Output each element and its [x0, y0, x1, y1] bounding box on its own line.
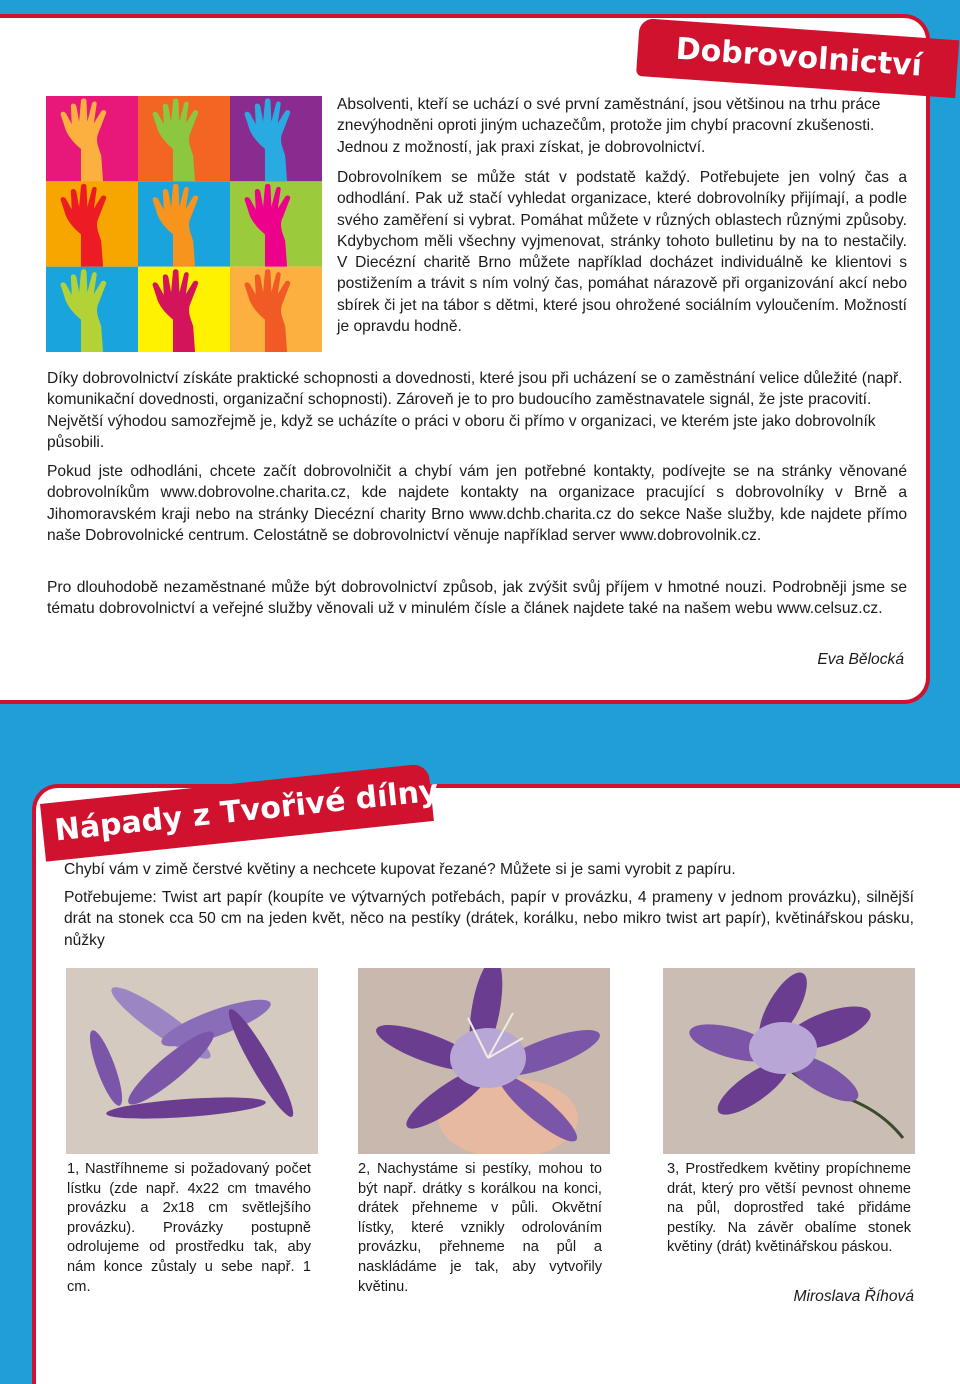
- section-banner-volunteering: Dobrovolnictví: [636, 18, 959, 98]
- photo-step-2-flower-in-hand: [358, 968, 610, 1154]
- section-banner-workshop: Nápady z Tvořivé dílny: [40, 763, 434, 861]
- step-1-caption: 1, Nastříhneme si požadovaný počet lístku (zde např. 4x22 cm tmavého provázku a 2x18 cm světlejšího provázku). Provázky postupně odrolujeme od prostředku tak, aby nám konce zůstaly u sebe např. 1 cm.: [67, 1161, 311, 1295]
- author-signature-workshop: Miroslava Říhová: [793, 1288, 914, 1305]
- photo-step-1-petals: [66, 968, 318, 1154]
- step-2-caption: 2, Nachystáme si pestíky, mohou to být např. drátky s korálkou na konci, drátek přehneme v půli. Okvětní lístky, které vznikly odrolováním provázku, přehneme na půl a naskládáme je tak, aby vytvořily květinu.: [358, 1161, 602, 1295]
- photo-step-3-finished-flower: [663, 968, 915, 1154]
- workshop-intro: Chybí vám v zimě čerstvé květiny a nechcete kupovat řezané? Můžete si je sami vyrobit z papíru.: [64, 861, 736, 878]
- intro-paragraph-2: Dobrovolníkem se může stát v podstatě každý. Potřebujete jen volný čas a odhodlání. Pak už stačí vyhledat organizace, které dobrovolníky přijímají, a podle svého zaměření si vybrat. Pomáhat můžete v různých oblastech různými způsoby. Kdybychom měli všechny vyjmenovat, stránky tohoto bulletinu by na to nestačily. V Diecézní charitě Brno můžete například docházet individuálně ke klientovi s postižením a trávit s ním volný čas, pomáhat nárazově při organizování akcí nebo sbírek či jet na tábor s dětmi, které jsou ohrožené sociálním vyloučením. Možností je opravdu hodně.: [337, 169, 907, 336]
- workshop-materials: Potřebujeme: Twist art papír (koupíte ve výtvarných potřebách, papír v provázku, 4 prameny v jednom provázku), silnější drát na stonek cca 50 cm na jeden květ, něco na pestíky (drátek, korálku, nebo mikro twist art papír), květinářskou pásku, nůžky: [64, 889, 914, 949]
- benefits-paragraph: Díky dobrovolnictví získáte praktické schopnosti a dovednosti, které jsou při ucházení se o zaměstnání velice důležité (např. komunikační dovednosti, organizační schopnosti). Zároveň je to pro budoucího zaměstnavatele signál, že jste pracovití. Největší výhodou samozřejmě je, když se ucházíte o práci v oboru či přímo v organizaci, ve kterém jste jako dobrovolník působili.: [47, 370, 903, 451]
- raised-hands-illustration: [46, 96, 322, 352]
- contacts-paragraph: Pokud jste odhodláni, chcete začít dobrovolničit a chybí vám jen potřebné kontakty, podívejte se na stránky věnované dobrovolníkům www.dobrovolne.charita.cz, kde najdete kontakty na organizace pracující s dobrovolníky v Brně a Jihomoravském kraji nebo na stránky Diecézní charity Brno www.dchb.charita.cz do sekce Naše služby, kde najdete přímo naše Dobrovolnické centrum. Celostátně se dobrovolnictví věnuje například server www.dobrovolnik.cz.: [47, 463, 907, 544]
- unemployed-paragraph: Pro dlouhodobě nezaměstnané může být dobrovolnictví způsob, jak zvýšit svůj příjem v hmotné nouzi. Podrobněji jsme se tématu dobrovolnictví a veřejné služby věnovali už v minulém čísle a článek najdete také na našem webu www.celsuz.cz.: [47, 579, 907, 618]
- step-3-caption: 3, Prostředkem květiny propíchneme drát, který pro větší pevnost ohneme na půl, doprostřed také přidáme pestíky. Na závěr obalíme stonek květiny (drát) květinářskou páskou.: [667, 1161, 911, 1256]
- intro-paragraph-1: Absolventi, kteří se uchází o své první zaměstnání, jsou většinou na trhu práce znevýhodněni oproti jiným uchazečům, protože jim chybí pracovní zkušenosti. Jednou z možností, jak praxi získat, je dobrovolnictví.: [337, 96, 881, 156]
- author-signature: Eva Bělocká: [817, 651, 904, 668]
